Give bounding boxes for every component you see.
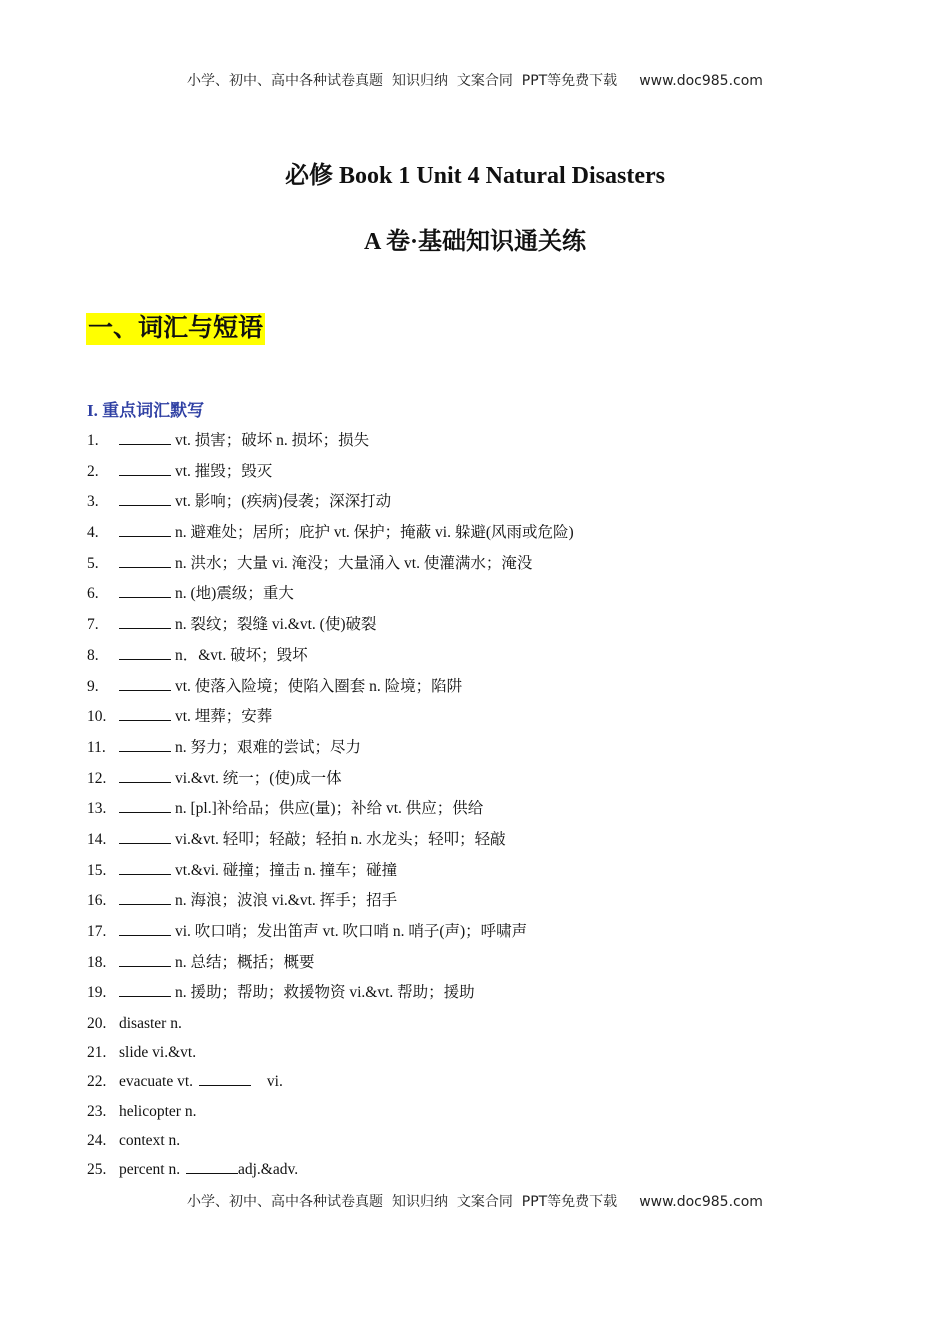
item-definition: vt. 影响；(疾病)侵袭；深深打动: [175, 493, 392, 511]
list-item: [87, 676, 907, 707]
answer-blank[interactable]: [119, 952, 171, 967]
answer-blank[interactable]: [119, 860, 171, 875]
item-number: 5.: [87, 554, 99, 572]
list-item: [87, 461, 907, 492]
item-number: 18.: [87, 953, 107, 971]
item-definition: vt. 埋葬；安葬: [175, 708, 273, 726]
item-number: 7.: [87, 616, 99, 634]
list-item: [87, 645, 907, 676]
item-number: 16.: [87, 892, 107, 910]
item-word: helicopter n.: [119, 1102, 197, 1120]
answer-blank[interactable]: [119, 522, 171, 537]
answer-blank[interactable]: [119, 890, 171, 905]
item-definition: n. 海浪；波浪 vi.&vt. 挥手；招手: [175, 892, 398, 910]
list-item: [87, 829, 907, 860]
item-number: 11.: [87, 738, 106, 756]
sub-heading: I. 重点词汇默写: [87, 401, 205, 420]
list-item: [87, 737, 907, 768]
vocab-list: [87, 430, 907, 1188]
answer-blank[interactable]: [119, 798, 171, 813]
document-title: 必修 Book 1 Unit 4 Natural Disasters: [284, 163, 665, 189]
item-definition: n. 裂纹；裂缝 vi.&vt. (使)破裂: [175, 616, 377, 634]
item-number: 15.: [87, 861, 107, 879]
item-number: 1.: [87, 432, 99, 449]
item-definition: vt. 使落入险境；使陷入圈套 n. 险境；陷阱: [175, 677, 463, 695]
answer-blank[interactable]: [119, 553, 171, 568]
item-word-suffix: vi.: [266, 1073, 283, 1091]
list-item: [87, 491, 907, 522]
item-number: 4.: [87, 524, 99, 542]
list-item: [87, 890, 907, 921]
item-number: 2.: [87, 462, 99, 480]
footer-url[interactable]: www.doc985.com: [639, 1194, 763, 1210]
item-number: 13.: [87, 800, 107, 818]
answer-blank[interactable]: [119, 982, 171, 997]
item-word: slide vi.&vt.: [119, 1044, 197, 1062]
list-item: [87, 860, 907, 891]
answer-blank[interactable]: [119, 768, 171, 783]
item-number: 8.: [87, 646, 99, 664]
page-header: [0, 70, 950, 90]
answer-blank[interactable]: [119, 921, 171, 936]
item-number: 23.: [87, 1102, 107, 1120]
item-word: disaster n.: [119, 1015, 182, 1033]
list-item: [87, 583, 907, 614]
list-item: [87, 1013, 907, 1042]
answer-blank[interactable]: [119, 829, 171, 844]
list-item: [87, 522, 907, 553]
answer-blank[interactable]: [119, 737, 171, 752]
header-text: 小学、初中、高中各种试卷真题 知识归纳 文案合同 PPT等免费下载: [187, 73, 618, 89]
answer-blank[interactable]: [119, 491, 171, 506]
item-definition: n. 援助；帮助；救援物资 vi.&vt. 帮助；援助: [175, 984, 475, 1002]
item-definition: n. [pl.]补给品；供应(量)；补给 vt. 供应；供给: [175, 800, 484, 818]
list-item: [87, 430, 907, 461]
item-word-suffix: adj.&adv.: [237, 1161, 299, 1178]
page-footer: [0, 1191, 950, 1211]
item-definition: n．&vt. 破坏；毁坏: [175, 646, 308, 664]
item-definition: n. 避难处；居所；庇护 vt. 保护；掩蔽 vi. 躲避(风雨或危险): [175, 524, 574, 542]
item-word: context n.: [119, 1131, 181, 1149]
item-definition: vt.&vi. 碰撞；撞击 n. 撞车；碰撞: [175, 861, 398, 879]
item-number: 12.: [87, 769, 107, 787]
list-item: [87, 798, 907, 829]
list-item: [87, 1042, 907, 1071]
list-item: [87, 1071, 907, 1100]
item-word: evacuate vt.: [119, 1073, 194, 1091]
list-item: [87, 921, 907, 952]
answer-blank[interactable]: [199, 1071, 251, 1086]
list-item: [87, 553, 907, 584]
item-number: 24.: [87, 1131, 107, 1149]
item-definition: n. 努力；艰难的尝试；尽力: [175, 738, 362, 756]
item-number: 17.: [87, 923, 107, 940]
section-heading: 一、词汇与短语: [86, 313, 265, 345]
item-word: percent n.: [119, 1161, 181, 1178]
header-url[interactable]: www.doc985.com: [639, 73, 763, 89]
item-definition: n. (地)震级；重大: [175, 585, 294, 603]
list-item: [87, 768, 907, 799]
answer-blank[interactable]: [119, 583, 171, 598]
answer-blank[interactable]: [119, 461, 171, 476]
item-number: 10.: [87, 708, 107, 726]
item-definition: vt. 损害；破坏 n. 损坏；损失: [175, 432, 370, 449]
document-subtitle: A 卷·基础知识通关练: [363, 229, 586, 255]
item-definition: vi.&vt. 轻叩；轻敲；轻拍 n. 水龙头；轻叩；轻敲: [175, 830, 506, 848]
item-number: 25.: [87, 1161, 107, 1178]
item-definition: vi. 吹口哨；发出笛声 vt. 吹口哨 n. 哨子(声)；呼啸声: [175, 923, 528, 940]
item-definition: n. 洪水；大量 vi. 淹没；大量涌入 vt. 使灌满水；淹没: [175, 554, 533, 572]
answer-blank[interactable]: [119, 614, 171, 629]
item-number: 21.: [87, 1044, 107, 1062]
item-definition: vi.&vt. 统一；(使)成一体: [175, 769, 342, 787]
item-definition: n. 总结；概括；概要: [175, 953, 315, 971]
item-number: 9.: [87, 677, 99, 695]
footer-text: 小学、初中、高中各种试卷真题 知识归纳 文案合同 PPT等免费下载: [187, 1194, 618, 1210]
answer-blank[interactable]: [119, 430, 171, 445]
item-definition: vt. 摧毁；毁灭: [175, 462, 273, 480]
item-number: 3.: [87, 493, 99, 511]
answer-blank[interactable]: [119, 676, 171, 691]
answer-blank[interactable]: [119, 645, 171, 660]
list-item: [87, 982, 907, 1013]
item-number: 6.: [87, 585, 99, 603]
list-item: [87, 1101, 907, 1130]
item-number: 20.: [87, 1015, 107, 1033]
list-item: [87, 952, 907, 983]
item-number: 22.: [87, 1073, 107, 1091]
list-item: [87, 614, 907, 645]
answer-blank[interactable]: [119, 706, 171, 721]
list-item: [87, 1130, 907, 1159]
item-number: 19.: [87, 984, 107, 1002]
answer-blank[interactable]: [186, 1159, 238, 1174]
list-item: [87, 1159, 907, 1188]
list-item: [87, 706, 907, 737]
item-number: 14.: [87, 830, 107, 848]
